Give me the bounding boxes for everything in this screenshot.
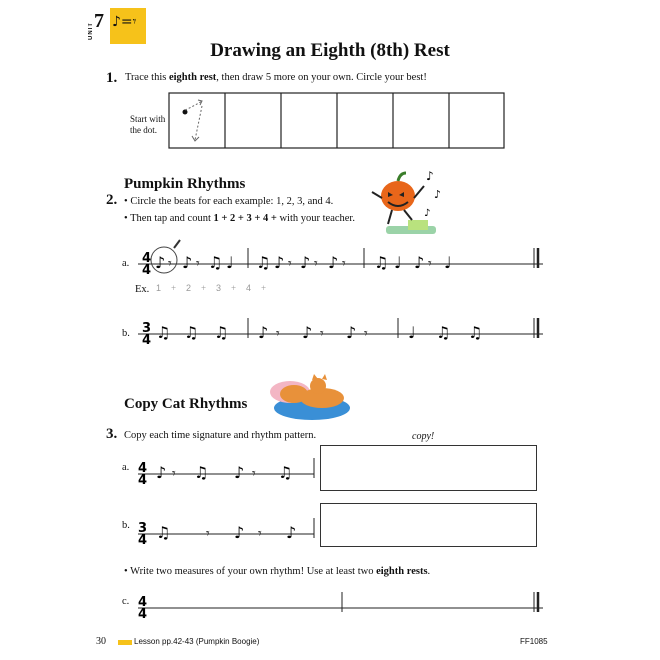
time-signature-top: 4 <box>142 251 152 266</box>
lesson-icon <box>118 640 132 645</box>
svg-text:♩: ♩ <box>226 253 234 272</box>
svg-text:♪: ♪ <box>434 188 442 201</box>
copy-label: copy! <box>412 431 435 442</box>
svg-text:♪: ♪ <box>300 253 311 272</box>
page-number: 30 <box>96 636 106 647</box>
section2-bullet2: • Then tap and count 1 + 2 + 3 + 4 + with your teacher. <box>124 213 355 224</box>
traced-eighth-rest <box>183 100 203 141</box>
svg-text:♩: ♩ <box>408 323 416 342</box>
svg-text:4: 4 <box>138 461 148 476</box>
svg-text:𝄾: 𝄾 <box>276 326 280 342</box>
cats-in-bed-illustration <box>264 372 356 422</box>
section3-bullet: • Write two measures of your own rhythm! Use at least two eighth rests. <box>124 566 431 577</box>
svg-text:♪: ♪ <box>182 253 193 272</box>
svg-text:♫: ♫ <box>278 463 293 482</box>
section1-instruction: Trace this eighth rest, then draw 5 more on your own. Circle your best! <box>125 72 427 83</box>
rhythm-line-a <box>118 238 548 278</box>
svg-text:♫: ♫ <box>194 463 209 482</box>
section3-instruction: Copy each time signature and rhythm pattern. <box>124 430 317 441</box>
page-title: Drawing an Eighth (8th) Rest <box>210 40 450 61</box>
copy-cat-rhythms-heading: Copy Cat Rhythms <box>124 396 248 412</box>
product-code: FF1085 <box>520 637 548 646</box>
rhythm-notes-b <box>156 318 538 342</box>
svg-text:𝄾: 𝄾 <box>168 256 172 272</box>
svg-text:4: 4 <box>138 595 148 610</box>
svg-text:♪: ♪ <box>302 323 313 342</box>
svg-text:♪: ♪ <box>414 253 425 272</box>
svg-text:𝄾: 𝄾 <box>320 326 324 342</box>
lesson-reference: Lesson pp.42-43 (Pumpkin Boogie) <box>134 637 260 646</box>
svg-text:𝄾: 𝄾 <box>206 526 210 542</box>
copy-box-a[interactable] <box>320 445 537 491</box>
svg-text:4: 4 <box>138 607 148 622</box>
time-signature-bottom: 4 <box>142 333 152 348</box>
svg-text:𝄾: 𝄾 <box>172 466 176 482</box>
example-label: Ex. <box>135 284 150 295</box>
copy-pattern-a <box>118 452 318 488</box>
time-signature-top: 3 <box>142 321 152 336</box>
eighth-rest-equation: ♪=𝄾 <box>112 14 137 30</box>
section2-number: 2. <box>106 192 118 208</box>
svg-text:♫: ♫ <box>468 323 483 342</box>
svg-text:𝄾: 𝄾 <box>196 256 200 272</box>
svg-text:♪: ♪ <box>156 463 167 482</box>
trace-hint-line1: Start with <box>130 114 166 124</box>
svg-text:𝄾: 𝄾 <box>252 466 256 482</box>
svg-text:♫: ♫ <box>208 253 223 272</box>
unit-label: UNIT <box>88 22 94 40</box>
svg-text:4: 4 <box>138 533 148 548</box>
svg-text:♪: ♪ <box>346 323 357 342</box>
section1-number: 1. <box>106 70 118 86</box>
section2-bullet1: • Circle the beats for each example: 1, 2, 3, and 4. <box>124 196 334 207</box>
svg-text:♪: ♪ <box>274 253 285 272</box>
section3-number: 3. <box>106 426 118 442</box>
own-line-c-label: c. <box>122 596 130 607</box>
svg-text:♩: ♩ <box>444 253 452 272</box>
svg-text:♫: ♫ <box>156 523 171 542</box>
unit-number: 7 <box>94 10 104 32</box>
svg-text:♪: ♪ <box>155 253 166 272</box>
copy-line-a-label: a. <box>122 462 130 473</box>
copy-line-b-label: b. <box>122 520 130 531</box>
svg-text:♪: ♪ <box>424 208 431 219</box>
svg-text:♪: ♪ <box>234 523 245 542</box>
svg-text:♫: ♫ <box>256 253 271 272</box>
trace-hint-line2: the dot. <box>130 125 157 135</box>
svg-text:♪: ♪ <box>286 523 297 542</box>
trace-boxes <box>168 92 506 150</box>
svg-text:𝄾: 𝄾 <box>428 256 432 272</box>
pumpkin-rhythms-heading: Pumpkin Rhythms <box>124 176 246 192</box>
svg-text:𝄾: 𝄾 <box>258 526 262 542</box>
rhythm-notes-a <box>151 240 538 273</box>
svg-text:♫: ♫ <box>184 323 199 342</box>
svg-text:♩: ♩ <box>394 253 402 272</box>
svg-text:𝄾: 𝄾 <box>314 256 318 272</box>
dancing-pumpkin-illustration <box>368 168 448 246</box>
copy-pattern-b <box>118 512 318 548</box>
svg-text:♪: ♪ <box>234 463 245 482</box>
time-signature-bottom: 4 <box>142 263 152 278</box>
svg-text:4: 4 <box>138 473 148 488</box>
svg-text:𝄾: 𝄾 <box>288 256 292 272</box>
copy-box-b[interactable] <box>320 503 537 547</box>
svg-text:𝄾: 𝄾 <box>342 256 346 272</box>
svg-text:♫: ♫ <box>156 323 171 342</box>
svg-text:♪: ♪ <box>328 253 339 272</box>
svg-text:♫: ♫ <box>436 323 451 342</box>
rhythm-line-b <box>118 308 548 348</box>
line-a-label: a. <box>122 258 130 269</box>
svg-text:3: 3 <box>138 521 148 536</box>
svg-text:♪: ♪ <box>426 169 434 183</box>
line-b-label: b. <box>122 328 130 339</box>
svg-text:♪: ♪ <box>258 323 269 342</box>
svg-text:♫: ♫ <box>374 253 389 272</box>
svg-text:𝄾: 𝄾 <box>364 326 368 342</box>
svg-text:♫: ♫ <box>214 323 229 342</box>
own-rhythm-line[interactable] <box>118 586 548 622</box>
example-counts: 1 + 2 + 3 + 4 + <box>156 283 267 293</box>
